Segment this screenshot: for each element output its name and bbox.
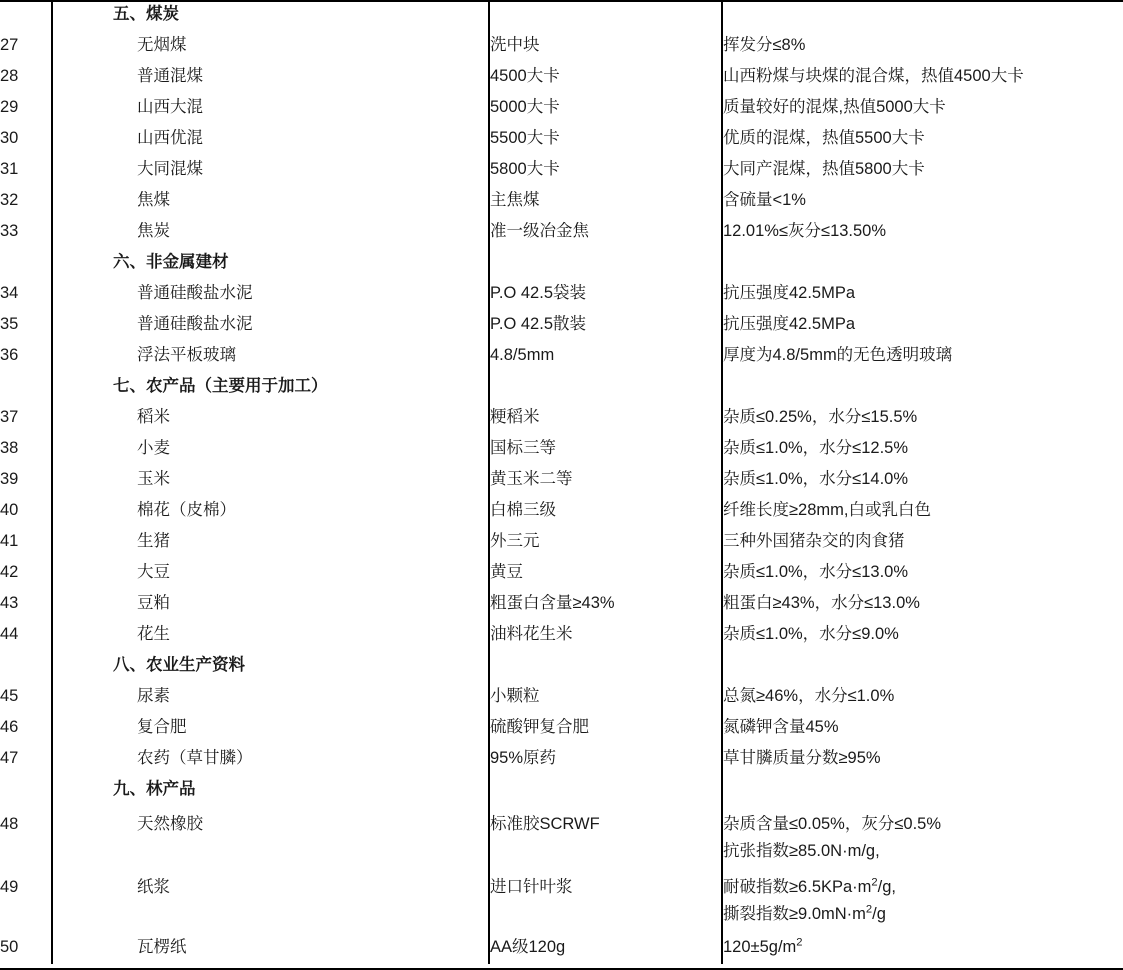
cell-spec: 洗中块 — [489, 31, 722, 62]
cell-section-title: 六、非金属建材 — [52, 248, 489, 279]
desc-superscript: $120\pm 5g/m^2$ — [723, 936, 803, 956]
desc-line: 撕裂指数$\ge 9.0mN\cdot m^2/g$ — [723, 903, 886, 924]
cell-name: 棉花（皮棉） — [52, 496, 489, 527]
cell-num: 41 — [0, 527, 52, 558]
cell-desc: 纤维长度≥28mm,白或乳白色 — [723, 501, 931, 519]
cell-desc — [722, 869, 1123, 932]
cell-name: 普通混煤 — [52, 62, 489, 93]
cell-num: 47 — [0, 744, 52, 775]
cell-name: 豆粕 — [52, 589, 489, 620]
table-row — [0, 403, 1123, 434]
cell-num: 31 — [0, 155, 52, 186]
superscript: 2 — [865, 903, 873, 916]
cell-name: 瓦楞纸 — [52, 933, 489, 964]
cell-num: 49 — [0, 869, 52, 932]
cell-num — [0, 0, 52, 31]
cell-num: 38 — [0, 434, 52, 465]
table-row — [0, 744, 1123, 775]
cell-name: 稻米 — [52, 403, 489, 434]
table-row — [0, 279, 1123, 310]
desc-line: 耐破指数$\ge 6.5KPa\cdot m^2/g$, — [723, 876, 897, 897]
cell-desc — [722, 0, 1123, 31]
cell-desc: 粗蛋白≥43%，水分≤13.0% — [723, 594, 920, 612]
cell-section-title: 七、农产品（主要用于加工） — [52, 372, 489, 403]
cell-spec: 外三元 — [489, 527, 722, 558]
cell-num — [0, 248, 52, 279]
cell-spec: 5500大卡 — [489, 124, 722, 155]
cell-spec: 硫酸钾复合肥 — [489, 713, 722, 744]
cell-desc: 杂质≤1.0%，水分≤9.0% — [723, 625, 899, 643]
cell-spec: 黄豆 — [489, 558, 722, 589]
cell-spec: P.O 42.5散装 — [489, 310, 722, 341]
table-row — [0, 31, 1123, 62]
cell-num: 42 — [0, 558, 52, 589]
cell-name: 生猪 — [52, 527, 489, 558]
cell-name: 山西大混 — [52, 93, 489, 124]
cell-num: 40 — [0, 496, 52, 527]
table-row — [0, 124, 1123, 155]
cell-spec: P.O 42.5袋装 — [489, 279, 722, 310]
cell-num: 28 — [0, 62, 52, 93]
cell-spec: 4.8/5mm — [489, 341, 722, 372]
table-row — [0, 682, 1123, 713]
table-row — [0, 217, 1123, 248]
cell-num — [0, 651, 52, 682]
cell-num: 48 — [0, 806, 52, 869]
cell-desc: 杂质≤1.0%，水分≤12.5% — [723, 439, 909, 457]
table-row — [0, 589, 1123, 620]
cell-num: 46 — [0, 713, 52, 744]
cell-num: 35 — [0, 310, 52, 341]
table-row-section — [0, 775, 1123, 806]
cell-num — [0, 372, 52, 403]
cell-spec — [489, 651, 722, 682]
cell-section-title: 八、农业生产资料 — [52, 651, 489, 682]
desc-line: 抗张指数≥85.0N·m/g, — [723, 841, 880, 860]
table-row — [0, 62, 1123, 93]
cell-name: 普通硅酸盐水泥 — [52, 279, 489, 310]
cell-spec: 粗蛋白含量≥43% — [489, 589, 722, 620]
cell-spec: 油料花生米 — [489, 620, 722, 651]
cell-num: 33 — [0, 217, 52, 248]
cell-desc: 质量较好的混煤,热值5000大卡 — [723, 98, 946, 116]
cell-name: 浮法平板玻璃 — [52, 341, 489, 372]
cell-spec: AA级120g — [489, 933, 722, 964]
cell-spec — [489, 775, 722, 806]
table-row — [0, 186, 1123, 217]
cell-spec — [489, 248, 722, 279]
cell-name: 纸浆 — [52, 869, 489, 932]
cell-section-title: 五、煤炭 — [52, 0, 489, 31]
cell-num: 32 — [0, 186, 52, 217]
cell-name: 普通硅酸盐水泥 — [52, 310, 489, 341]
cell-name: 无烟煤 — [52, 31, 489, 62]
cell-desc — [722, 775, 1123, 806]
cell-desc: 草甘膦质量分数≥95% — [723, 749, 881, 767]
cell-desc: 氮磷钾含量45% — [723, 718, 839, 736]
cell-num — [0, 775, 52, 806]
cell-name: 尿素 — [52, 682, 489, 713]
cell-name: 大豆 — [52, 558, 489, 589]
cell-name: 玉米 — [52, 465, 489, 496]
table-row — [0, 620, 1123, 651]
cell-desc: 厚度为4.8/5mm的无色透明玻璃 — [723, 346, 953, 364]
cell-num: 36 — [0, 341, 52, 372]
table-row — [0, 434, 1123, 465]
cell-spec: 4500大卡 — [489, 62, 722, 93]
cell-desc: 大同产混煤，热值5800大卡 — [723, 160, 925, 178]
superscript: 2 — [796, 936, 803, 949]
table-row — [0, 933, 1123, 964]
cell-spec: 国标三等 — [489, 434, 722, 465]
cell-num: 30 — [0, 124, 52, 155]
table-row — [0, 465, 1123, 496]
cell-desc: 杂质≤1.0%，水分≤14.0% — [723, 470, 909, 488]
cell-spec — [489, 0, 722, 31]
cell-section-title: 九、林产品 — [52, 775, 489, 806]
cell-desc: 挥发分≤8% — [723, 36, 806, 54]
cell-desc: 抗压强度42.5MPa — [723, 315, 856, 333]
cell-spec: 白棉三级 — [489, 496, 722, 527]
table-row-section — [0, 651, 1123, 682]
desc-line: 杂质含量≤0.05%，灰分≤0.5% — [723, 815, 942, 833]
superscript: 2 — [871, 876, 878, 889]
cell-name: 小麦 — [52, 434, 489, 465]
table-row — [0, 869, 1123, 932]
cell-spec: 小颗粒 — [489, 682, 722, 713]
table-row-section — [0, 248, 1123, 279]
table-row — [0, 806, 1123, 869]
cell-desc: 山西粉煤与块煤的混合煤，热值4500大卡 — [723, 67, 1024, 85]
cell-num: 44 — [0, 620, 52, 651]
cell-name: 大同混煤 — [52, 155, 489, 186]
cell-spec: 主焦煤 — [489, 186, 722, 217]
cell-num: 39 — [0, 465, 52, 496]
cell-num: 37 — [0, 403, 52, 434]
cell-spec: 进口针叶浆 — [489, 869, 722, 932]
table-row — [0, 341, 1123, 372]
cell-num: 27 — [0, 31, 52, 62]
table-row — [0, 310, 1123, 341]
cell-desc — [722, 933, 1123, 964]
cell-spec: 95%原药 — [489, 744, 722, 775]
cell-num: 45 — [0, 682, 52, 713]
cell-spec: 5000大卡 — [489, 93, 722, 124]
cell-spec: 粳稻米 — [489, 403, 722, 434]
cell-spec: 准一级冶金焦 — [489, 217, 722, 248]
cell-num: 34 — [0, 279, 52, 310]
table-row — [0, 496, 1123, 527]
table-row-section — [0, 0, 1123, 31]
table-row — [0, 713, 1123, 744]
cell-desc: 杂质≤1.0%，水分≤13.0% — [723, 563, 909, 581]
cell-spec: 5800大卡 — [489, 155, 722, 186]
cell-desc: 含硫量<1% — [723, 191, 806, 209]
table-row — [0, 527, 1123, 558]
desc-multiline — [723, 806, 1123, 869]
cell-name: 天然橡胶 — [52, 806, 489, 869]
cell-name: 山西优混 — [52, 124, 489, 155]
cell-desc: 总氮≥46%，水分≤1.0% — [723, 687, 895, 705]
table-row-section — [0, 372, 1123, 403]
desc-multiline — [723, 869, 1123, 932]
page-top-rule — [0, 0, 1123, 2]
cell-num: 43 — [0, 589, 52, 620]
cell-name: 焦炭 — [52, 217, 489, 248]
table-row — [0, 93, 1123, 124]
cell-desc: 优质的混煤，热值5500大卡 — [723, 129, 925, 147]
table-row — [0, 558, 1123, 589]
cell-name: 焦煤 — [52, 186, 489, 217]
cell-desc — [722, 372, 1123, 403]
cell-name: 农药（草甘膦） — [52, 744, 489, 775]
cell-spec — [489, 372, 722, 403]
table-row — [0, 155, 1123, 186]
cell-name: 花生 — [52, 620, 489, 651]
cell-num: 50 — [0, 933, 52, 964]
cell-desc — [722, 806, 1123, 869]
cell-spec: 标准胶SCRWF — [489, 806, 722, 869]
cell-desc: 抗压强度42.5MPa — [723, 284, 856, 302]
cell-desc — [722, 248, 1123, 279]
cell-desc: 杂质≤0.25%，水分≤15.5% — [723, 408, 918, 426]
cell-desc: 三种外国猪杂交的肉食猪 — [723, 532, 905, 550]
cell-name: 复合肥 — [52, 713, 489, 744]
cell-num: 29 — [0, 93, 52, 124]
cell-spec: 黄玉米二等 — [489, 465, 722, 496]
cell-desc: 12.01%≤灰分≤13.50% — [723, 222, 887, 240]
cell-desc — [722, 651, 1123, 682]
